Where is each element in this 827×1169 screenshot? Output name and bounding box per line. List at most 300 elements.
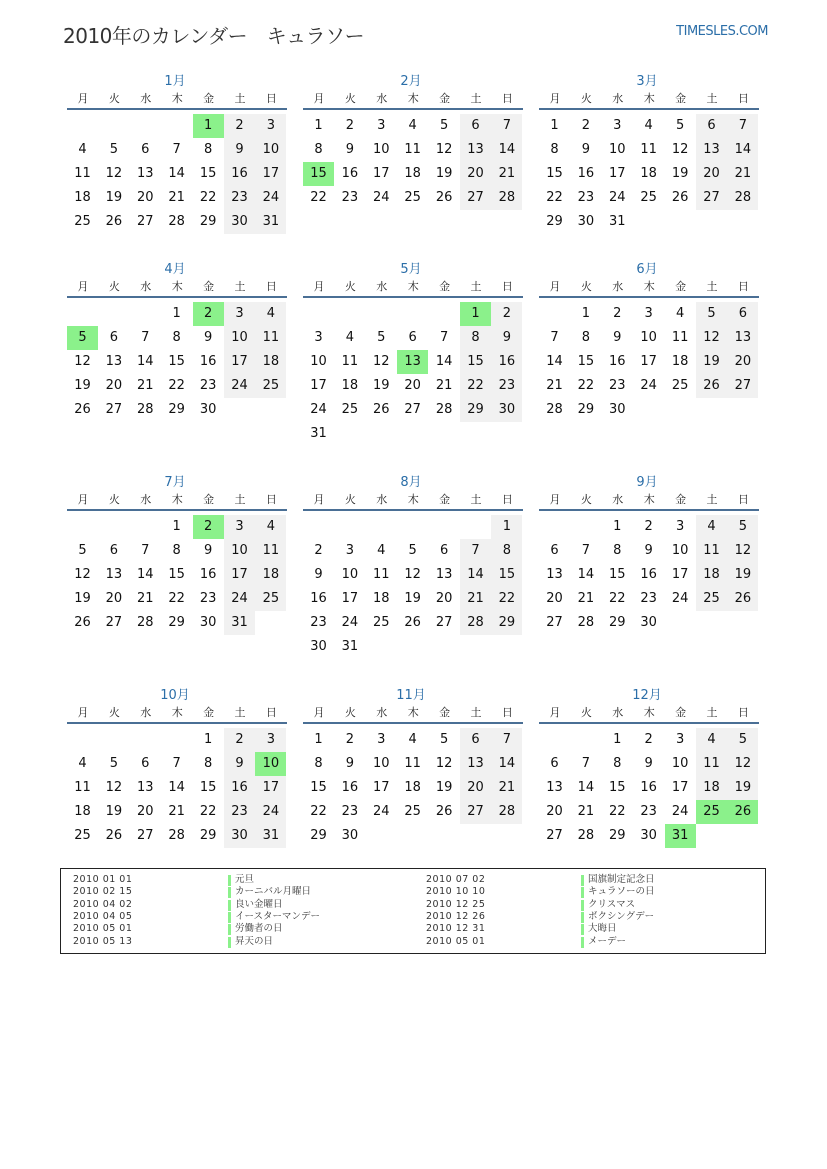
day-cell[interactable]: 19 (671, 166, 689, 181)
day-cell[interactable]: 28 (577, 828, 595, 843)
day-cell[interactable]: 28 (491, 800, 522, 824)
day-cell[interactable]: 31 (255, 210, 286, 234)
day-cell[interactable]: 4 (696, 728, 727, 752)
day-cell[interactable]: 26 (435, 804, 453, 819)
day-cell[interactable]: 9 (644, 756, 653, 771)
day-cell[interactable]: 8 (550, 142, 559, 157)
day-cell[interactable]: 7 (141, 543, 150, 558)
day-cell[interactable]: 18 (74, 804, 91, 819)
day-cell[interactable]: 14 (491, 138, 522, 162)
day-cell[interactable]: 25 (696, 587, 727, 611)
day-cell[interactable]: 21 (727, 162, 758, 186)
day-cell[interactable]: 28 (168, 214, 185, 229)
day-cell[interactable]: 3 (644, 306, 653, 321)
day-cell[interactable]: 26 (373, 402, 390, 417)
day-cell[interactable]: 30 (199, 615, 217, 630)
day-cell[interactable]: 26 (727, 587, 758, 611)
day-cell[interactable]: 1 (460, 302, 491, 326)
day-cell[interactable]: 4 (675, 306, 685, 321)
day-cell[interactable]: 14 (435, 354, 453, 369)
day-cell[interactable]: 17 (255, 776, 286, 800)
day-cell[interactable]: 19 (373, 378, 390, 393)
day-cell[interactable]: 16 (199, 354, 217, 369)
day-cell[interactable]: 4 (78, 756, 87, 771)
day-cell[interactable]: 22 (609, 591, 626, 606)
day-cell[interactable]: 3 (377, 118, 386, 133)
day-cell[interactable]: 18 (255, 563, 286, 587)
day-cell[interactable]: 9 (224, 138, 255, 162)
day-cell[interactable]: 13 (460, 138, 491, 162)
day-cell[interactable]: 27 (460, 186, 491, 210)
day-cell[interactable]: 8 (613, 756, 622, 771)
day-cell[interactable]: 21 (435, 378, 453, 393)
day-cell[interactable]: 3 (675, 519, 685, 534)
day-cell[interactable]: 12 (435, 756, 453, 771)
day-cell[interactable]: 3 (675, 732, 685, 747)
day-cell[interactable]: 23 (491, 374, 522, 398)
day-cell[interactable]: 30 (640, 615, 657, 630)
day-cell[interactable]: 27 (546, 828, 563, 843)
day-cell[interactable]: 29 (609, 615, 626, 630)
day-cell[interactable]: 29 (168, 402, 185, 417)
day-cell[interactable]: 8 (314, 142, 323, 157)
day-cell[interactable]: 2 (644, 732, 653, 747)
day-cell[interactable]: 15 (199, 780, 217, 795)
day-cell[interactable]: 25 (640, 190, 657, 205)
day-cell[interactable]: 10 (640, 330, 657, 345)
day-cell[interactable]: 24 (310, 402, 327, 417)
day-cell[interactable]: 21 (137, 378, 154, 393)
day-cell[interactable]: 4 (255, 302, 286, 326)
day-cell[interactable]: 19 (105, 804, 123, 819)
day-cell[interactable]: 21 (168, 190, 185, 205)
day-cell[interactable]: 21 (546, 378, 563, 393)
day-cell[interactable]: 18 (640, 166, 657, 181)
day-cell[interactable]: 11 (696, 539, 727, 563)
day-cell[interactable]: 12 (696, 326, 727, 350)
day-cell[interactable]: 10 (671, 543, 689, 558)
day-cell[interactable]: 6 (408, 330, 417, 345)
day-cell[interactable]: 22 (310, 190, 327, 205)
day-cell[interactable]: 25 (74, 828, 91, 843)
day-cell[interactable]: 28 (546, 402, 563, 417)
day-cell[interactable]: 23 (640, 591, 657, 606)
day-cell[interactable]: 10 (224, 539, 255, 563)
day-cell[interactable]: 7 (141, 330, 150, 345)
day-cell[interactable]: 11 (404, 756, 421, 771)
day-cell[interactable]: 27 (696, 186, 727, 210)
day-cell[interactable]: 24 (224, 374, 255, 398)
day-cell[interactable]: 23 (341, 190, 359, 205)
day-cell[interactable]: 17 (609, 166, 626, 181)
day-cell[interactable]: 6 (141, 142, 150, 157)
day-cell[interactable]: 18 (404, 780, 421, 795)
day-cell[interactable]: 28 (435, 402, 453, 417)
day-cell[interactable]: 24 (373, 804, 390, 819)
day-cell[interactable]: 20 (435, 591, 453, 606)
day-cell[interactable]: 5 (675, 118, 685, 133)
day-cell[interactable]: 13 (137, 780, 154, 795)
day-cell[interactable]: 20 (137, 804, 154, 819)
day-cell[interactable]: 6 (550, 543, 559, 558)
day-cell[interactable]: 27 (105, 615, 123, 630)
day-cell[interactable]: 28 (460, 611, 491, 635)
day-cell[interactable]: 21 (168, 804, 185, 819)
day-cell[interactable]: 16 (640, 780, 657, 795)
day-cell[interactable]: 13 (460, 752, 491, 776)
day-cell[interactable]: 30 (224, 824, 255, 848)
day-cell[interactable]: 8 (581, 330, 591, 345)
day-cell[interactable]: 10 (373, 142, 390, 157)
day-cell[interactable]: 25 (671, 378, 689, 393)
day-cell[interactable]: 23 (341, 804, 359, 819)
day-cell[interactable]: 16 (224, 162, 255, 186)
day-cell[interactable]: 11 (640, 142, 657, 157)
day-cell[interactable]: 29 (310, 828, 327, 843)
day-cell[interactable]: 31 (255, 824, 286, 848)
day-cell[interactable]: 27 (546, 615, 563, 630)
day-cell[interactable]: 2 (193, 515, 224, 539)
day-cell[interactable]: 5 (727, 728, 758, 752)
day-cell[interactable]: 21 (577, 591, 595, 606)
day-cell[interactable]: 16 (224, 776, 255, 800)
day-cell[interactable]: 19 (105, 190, 123, 205)
day-cell[interactable]: 22 (168, 378, 185, 393)
day-cell[interactable]: 16 (491, 350, 522, 374)
day-cell[interactable]: 5 (439, 732, 449, 747)
day-cell[interactable]: 18 (373, 591, 390, 606)
day-cell[interactable]: 13 (546, 567, 563, 582)
day-cell[interactable]: 11 (255, 326, 286, 350)
day-cell[interactable]: 10 (255, 752, 286, 776)
day-cell[interactable]: 24 (609, 190, 626, 205)
day-cell[interactable]: 29 (577, 402, 595, 417)
day-cell[interactable]: 2 (224, 728, 255, 752)
day-cell[interactable]: 23 (224, 800, 255, 824)
day-cell[interactable]: 15 (609, 780, 626, 795)
day-cell[interactable]: 3 (613, 118, 622, 133)
day-cell[interactable]: 6 (109, 543, 119, 558)
day-cell[interactable]: 15 (609, 567, 626, 582)
day-cell[interactable]: 4 (644, 118, 653, 133)
day-cell[interactable]: 22 (546, 190, 563, 205)
day-cell[interactable]: 14 (577, 780, 595, 795)
day-cell[interactable]: 6 (727, 302, 758, 326)
day-cell[interactable]: 12 (671, 142, 689, 157)
day-cell[interactable]: 4 (408, 732, 417, 747)
day-cell[interactable]: 30 (199, 402, 217, 417)
day-cell[interactable]: 19 (696, 350, 727, 374)
day-cell[interactable]: 11 (696, 752, 727, 776)
day-cell[interactable]: 25 (341, 402, 359, 417)
day-cell[interactable]: 30 (577, 214, 595, 229)
day-cell[interactable]: 2 (345, 732, 355, 747)
day-cell[interactable]: 29 (199, 214, 217, 229)
day-cell[interactable]: 22 (491, 587, 522, 611)
day-cell[interactable]: 8 (613, 543, 622, 558)
day-cell[interactable]: 1 (203, 732, 213, 747)
day-cell[interactable]: 15 (199, 166, 217, 181)
day-cell[interactable]: 5 (67, 326, 98, 350)
day-cell[interactable]: 20 (460, 776, 491, 800)
day-cell[interactable]: 27 (435, 615, 453, 630)
day-cell[interactable]: 25 (404, 804, 421, 819)
day-cell[interactable]: 7 (727, 114, 758, 138)
day-cell[interactable]: 3 (255, 114, 286, 138)
day-cell[interactable]: 5 (78, 543, 87, 558)
day-cell[interactable]: 16 (341, 166, 359, 181)
day-cell[interactable]: 13 (696, 138, 727, 162)
day-cell[interactable]: 10 (341, 567, 359, 582)
day-cell[interactable]: 26 (404, 615, 421, 630)
day-cell[interactable]: 8 (203, 142, 213, 157)
day-cell[interactable]: 9 (203, 330, 213, 345)
day-cell[interactable]: 27 (460, 800, 491, 824)
day-cell[interactable]: 26 (435, 190, 453, 205)
day-cell[interactable]: 30 (609, 402, 626, 417)
day-cell[interactable]: 1 (550, 118, 559, 133)
day-cell[interactable]: 19 (74, 591, 91, 606)
day-cell[interactable]: 4 (696, 515, 727, 539)
day-cell[interactable]: 3 (224, 515, 255, 539)
day-cell[interactable]: 1 (193, 114, 224, 138)
day-cell[interactable]: 15 (546, 166, 563, 181)
day-cell[interactable]: 14 (491, 752, 522, 776)
day-cell[interactable]: 31 (665, 824, 696, 848)
day-cell[interactable]: 21 (460, 587, 491, 611)
day-cell[interactable]: 20 (105, 591, 123, 606)
day-cell[interactable]: 28 (577, 615, 595, 630)
day-cell[interactable]: 1 (172, 519, 181, 534)
day-cell[interactable]: 27 (105, 402, 123, 417)
day-cell[interactable]: 23 (199, 591, 217, 606)
day-cell[interactable]: 12 (105, 780, 123, 795)
day-cell[interactable]: 10 (255, 138, 286, 162)
day-cell[interactable]: 24 (671, 591, 689, 606)
day-cell[interactable]: 5 (109, 142, 119, 157)
day-cell[interactable]: 20 (546, 591, 563, 606)
day-cell[interactable]: 5 (727, 515, 758, 539)
day-cell[interactable]: 18 (671, 354, 689, 369)
day-cell[interactable]: 20 (105, 378, 123, 393)
day-cell[interactable]: 29 (168, 615, 185, 630)
day-cell[interactable]: 16 (199, 567, 217, 582)
day-cell[interactable]: 10 (373, 756, 390, 771)
day-cell[interactable]: 10 (609, 142, 626, 157)
day-cell[interactable]: 12 (727, 752, 758, 776)
day-cell[interactable]: 19 (727, 563, 758, 587)
day-cell[interactable]: 12 (435, 142, 453, 157)
day-cell[interactable]: 30 (310, 639, 327, 654)
day-cell[interactable]: 9 (581, 142, 591, 157)
day-cell[interactable]: 20 (137, 190, 154, 205)
day-cell[interactable]: 19 (404, 591, 421, 606)
day-cell[interactable]: 30 (224, 210, 255, 234)
day-cell[interactable]: 28 (727, 186, 758, 210)
day-cell[interactable]: 9 (314, 567, 323, 582)
day-cell[interactable]: 25 (373, 615, 390, 630)
day-cell[interactable]: 18 (696, 776, 727, 800)
day-cell[interactable]: 2 (224, 114, 255, 138)
day-cell[interactable]: 13 (397, 350, 428, 374)
day-cell[interactable]: 28 (137, 615, 154, 630)
day-cell[interactable]: 4 (255, 515, 286, 539)
day-cell[interactable]: 12 (74, 567, 91, 582)
day-cell[interactable]: 21 (577, 804, 595, 819)
day-cell[interactable]: 22 (460, 374, 491, 398)
day-cell[interactable]: 16 (577, 166, 595, 181)
day-cell[interactable]: 26 (74, 615, 91, 630)
day-cell[interactable]: 11 (255, 539, 286, 563)
day-cell[interactable]: 16 (341, 780, 359, 795)
day-cell[interactable]: 12 (404, 567, 421, 582)
day-cell[interactable]: 1 (581, 306, 591, 321)
day-cell[interactable]: 11 (373, 567, 390, 582)
day-cell[interactable]: 26 (727, 800, 758, 824)
day-cell[interactable]: 6 (439, 543, 449, 558)
day-cell[interactable]: 2 (613, 306, 622, 321)
day-cell[interactable]: 7 (172, 142, 181, 157)
day-cell[interactable]: 29 (609, 828, 626, 843)
day-cell[interactable]: 26 (105, 828, 123, 843)
day-cell[interactable]: 3 (314, 330, 323, 345)
day-cell[interactable]: 14 (577, 567, 595, 582)
day-cell[interactable]: 26 (671, 190, 689, 205)
day-cell[interactable]: 10 (671, 756, 689, 771)
day-cell[interactable]: 5 (439, 118, 449, 133)
site-link[interactable]: TIMESLES.COM (676, 24, 768, 39)
day-cell[interactable]: 14 (546, 354, 563, 369)
day-cell[interactable]: 26 (696, 374, 727, 398)
day-cell[interactable]: 30 (491, 398, 522, 422)
day-cell[interactable]: 21 (137, 591, 154, 606)
day-cell[interactable]: 8 (491, 539, 522, 563)
day-cell[interactable]: 9 (644, 543, 653, 558)
day-cell[interactable]: 14 (137, 354, 154, 369)
day-cell[interactable]: 18 (255, 350, 286, 374)
day-cell[interactable]: 27 (137, 214, 154, 229)
day-cell[interactable]: 1 (314, 732, 323, 747)
day-cell[interactable]: 24 (255, 186, 286, 210)
day-cell[interactable]: 8 (172, 543, 181, 558)
day-cell[interactable]: 18 (696, 563, 727, 587)
day-cell[interactable]: 11 (404, 142, 421, 157)
day-cell[interactable]: 17 (255, 162, 286, 186)
day-cell[interactable]: 24 (224, 587, 255, 611)
day-cell[interactable]: 4 (345, 330, 355, 345)
day-cell[interactable]: 28 (137, 402, 154, 417)
day-cell[interactable]: 25 (255, 587, 286, 611)
day-cell[interactable]: 20 (460, 162, 491, 186)
day-cell[interactable]: 6 (141, 756, 150, 771)
day-cell[interactable]: 3 (224, 302, 255, 326)
day-cell[interactable]: 13 (105, 354, 123, 369)
day-cell[interactable]: 10 (224, 326, 255, 350)
day-cell[interactable]: 8 (203, 756, 213, 771)
day-cell[interactable]: 1 (491, 515, 522, 539)
day-cell[interactable]: 23 (310, 615, 327, 630)
day-cell[interactable]: 12 (373, 354, 390, 369)
day-cell[interactable]: 31 (310, 426, 327, 441)
day-cell[interactable]: 17 (671, 780, 689, 795)
day-cell[interactable]: 8 (172, 330, 181, 345)
day-cell[interactable]: 25 (255, 374, 286, 398)
day-cell[interactable]: 23 (199, 378, 217, 393)
day-cell[interactable]: 20 (727, 350, 758, 374)
day-cell[interactable]: 12 (105, 166, 123, 181)
day-cell[interactable]: 11 (74, 780, 91, 795)
day-cell[interactable]: 13 (137, 166, 154, 181)
day-cell[interactable]: 11 (74, 166, 91, 181)
day-cell[interactable]: 28 (168, 828, 185, 843)
day-cell[interactable]: 1 (613, 732, 622, 747)
day-cell[interactable]: 21 (491, 162, 522, 186)
day-cell[interactable]: 25 (696, 800, 727, 824)
day-cell[interactable]: 20 (696, 162, 727, 186)
day-cell[interactable]: 12 (74, 354, 91, 369)
day-cell[interactable]: 5 (696, 302, 727, 326)
day-cell[interactable]: 16 (640, 567, 657, 582)
day-cell[interactable]: 7 (581, 756, 591, 771)
day-cell[interactable]: 15 (577, 354, 595, 369)
day-cell[interactable]: 1 (613, 519, 622, 534)
day-cell[interactable]: 2 (193, 302, 224, 326)
day-cell[interactable]: 24 (640, 378, 657, 393)
day-cell[interactable]: 22 (577, 378, 595, 393)
day-cell[interactable]: 20 (404, 378, 421, 393)
day-cell[interactable]: 20 (546, 804, 563, 819)
day-cell[interactable]: 6 (696, 114, 727, 138)
day-cell[interactable]: 14 (168, 166, 185, 181)
day-cell[interactable]: 17 (224, 563, 255, 587)
day-cell[interactable]: 15 (310, 780, 327, 795)
day-cell[interactable]: 14 (168, 780, 185, 795)
day-cell[interactable]: 24 (341, 615, 359, 630)
day-cell[interactable]: 29 (199, 828, 217, 843)
day-cell[interactable]: 4 (78, 142, 87, 157)
day-cell[interactable]: 9 (613, 330, 622, 345)
day-cell[interactable]: 7 (460, 539, 491, 563)
day-cell[interactable]: 7 (491, 114, 522, 138)
day-cell[interactable]: 8 (314, 756, 323, 771)
day-cell[interactable]: 15 (168, 354, 185, 369)
day-cell[interactable]: 4 (377, 543, 386, 558)
day-cell[interactable]: 10 (310, 354, 327, 369)
day-cell[interactable]: 26 (74, 402, 91, 417)
day-cell[interactable]: 2 (581, 118, 591, 133)
day-cell[interactable]: 22 (168, 591, 185, 606)
day-cell[interactable]: 6 (109, 330, 119, 345)
day-cell[interactable]: 16 (310, 591, 327, 606)
day-cell[interactable]: 25 (404, 190, 421, 205)
day-cell[interactable]: 13 (435, 567, 453, 582)
day-cell[interactable]: 17 (224, 350, 255, 374)
day-cell[interactable]: 19 (727, 776, 758, 800)
day-cell[interactable]: 29 (460, 398, 491, 422)
day-cell[interactable]: 8 (460, 326, 491, 350)
day-cell[interactable]: 9 (345, 756, 355, 771)
day-cell[interactable]: 2 (314, 543, 323, 558)
day-cell[interactable]: 14 (460, 563, 491, 587)
day-cell[interactable]: 13 (105, 567, 123, 582)
day-cell[interactable]: 15 (303, 162, 334, 186)
day-cell[interactable]: 22 (310, 804, 327, 819)
day-cell[interactable]: 3 (377, 732, 386, 747)
day-cell[interactable]: 30 (640, 828, 657, 843)
day-cell[interactable]: 3 (255, 728, 286, 752)
day-cell[interactable]: 6 (460, 728, 491, 752)
day-cell[interactable]: 19 (435, 166, 453, 181)
